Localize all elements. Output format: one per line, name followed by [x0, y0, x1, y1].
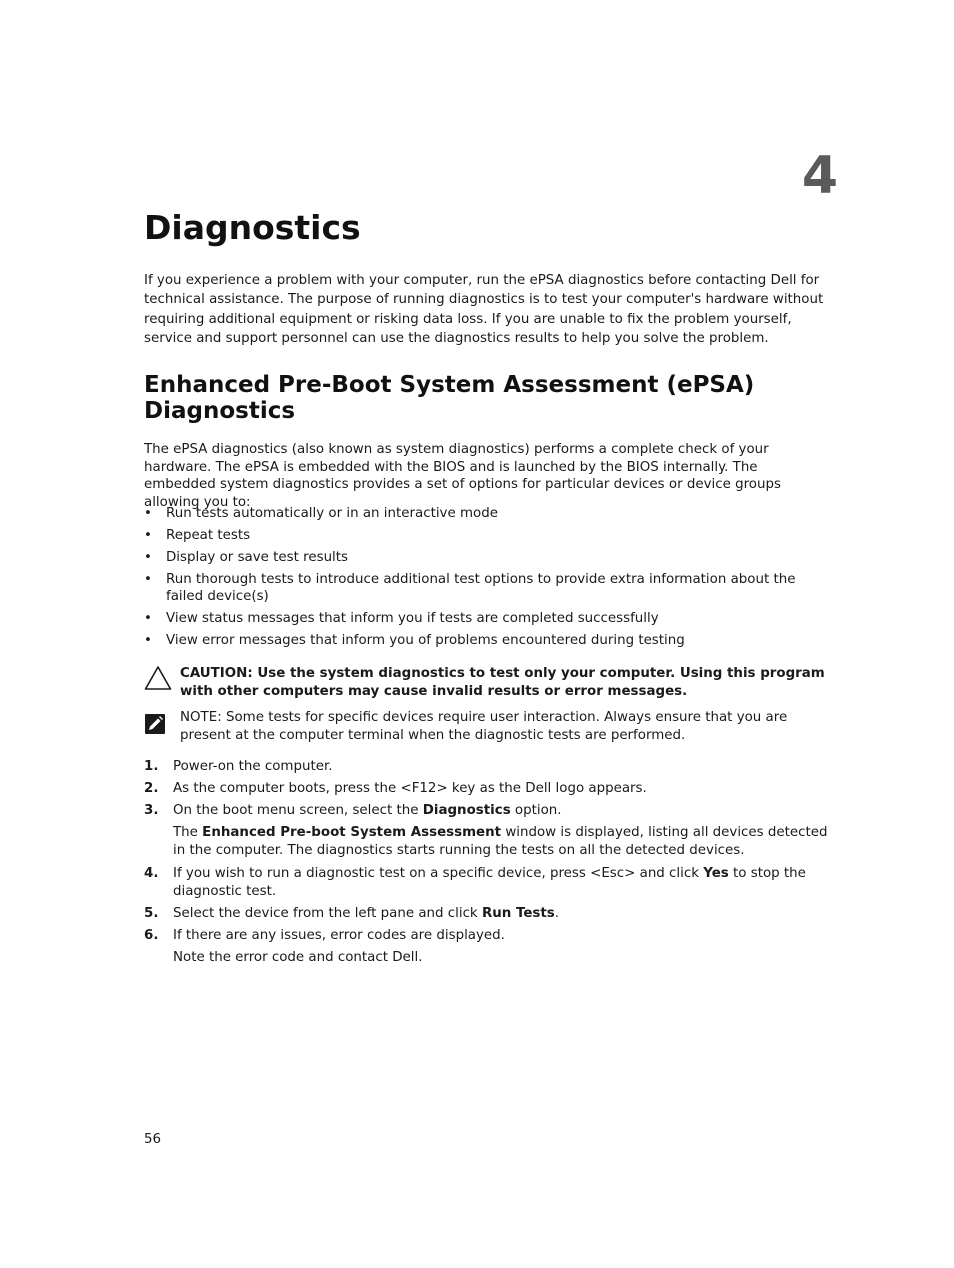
step-number: 2.: [144, 781, 159, 797]
list-item: • View status messages that inform you if tests are completed successfully: [144, 611, 832, 628]
step-emphasis: Enhanced Pre-boot System Assessment: [202, 825, 502, 841]
step-text: If there are any issues, error codes are displayed.: [173, 927, 505, 943]
list-item: [144, 927, 832, 967]
step-text-part: to stop the diagnostic test.: [173, 865, 806, 899]
note-label: NOTE:: [180, 710, 222, 725]
step-text: Power-on the computer.: [173, 759, 333, 774]
step-emphasis: Run Tests: [481, 905, 555, 921]
step-text-part: .: [554, 905, 560, 921]
step-text: [173, 803, 562, 818]
list-item: • Run thorough tests to introduce additional test options to provide extra information about the failed device(s): [144, 572, 832, 605]
step-text-part: option.: [510, 803, 562, 819]
page-title: Diagnostics: [144, 208, 361, 247]
list-item: • Repeat tests: [144, 528, 832, 545]
list-item: [144, 802, 832, 860]
step-emphasis: Yes: [703, 865, 729, 881]
note-notice: [144, 709, 832, 744]
step-text: [173, 906, 559, 921]
step-detail: Note the error code and contact Dell.: [173, 949, 423, 965]
step-number: 4.: [144, 865, 159, 881]
step-text-part: Select the device from the left pane and click: [173, 905, 482, 921]
list-item: [144, 865, 832, 901]
section-title: Enhanced Pre-Boot System Assessment (ePSA) Diagnostics: [144, 372, 755, 424]
step-text-part: window is displayed, listing all devices detected in the computer. The diagnostics starts running the tests on all the detected devices.: [173, 825, 828, 859]
step-text: [173, 866, 806, 899]
list-item: • Run tests automatically or in an interactive mode: [144, 506, 832, 523]
list-item: • View error messages that inform you of problems encountered during testing: [144, 633, 832, 650]
note-text: [180, 709, 832, 744]
list-item: [144, 905, 832, 923]
step-number: 5.: [144, 905, 159, 921]
step-number: 6.: [144, 927, 159, 943]
intro-paragraph: If you experience a problem with your computer, run the ePSA diagnostics before contacting Dell for technical assistance. The purpose of running diagnostics is to test your computer's hardware without requiring additional equipment or risking data loss. If you are unable to fix the problem yourself, service and support personnel can use the diagnostics results to help you solve the problem.: [144, 273, 824, 346]
caution-text: CAUTION: Use the system diagnostics to test only your computer. Using this program with other computers may cause invalid results or error messages.: [180, 666, 825, 699]
page-number: 56: [144, 1132, 162, 1147]
caution-notice: [144, 665, 832, 700]
step-text-part: On the boot menu screen, select the: [173, 803, 423, 819]
section-intro-paragraph: The ePSA diagnostics (also known as system diagnostics) performs a complete check of your hardware. The ePSA is embedded with the BIOS and is launched by the BIOS internally. The embedded system diagnostics provides a set of options for particular devices or device groups allowing you to:: [144, 442, 781, 510]
step-text-part: The: [173, 825, 203, 841]
list-item: • Display or save test results: [144, 550, 832, 567]
chapter-number: 4: [801, 146, 838, 206]
list-item: [144, 758, 832, 776]
feature-list: [144, 506, 832, 655]
caution-triangle-icon: [144, 665, 172, 697]
step-text-part: If you wish to run a diagnostic test on a specific device, press <Esc> and click: [173, 865, 704, 881]
list-item: [144, 780, 832, 798]
step-detail: [173, 824, 832, 860]
steps-list: [144, 758, 832, 971]
step-emphasis: Diagnostics: [422, 803, 511, 819]
pencil-note-icon: [144, 709, 166, 741]
step-text: As the computer boots, press the <F12> key as the Dell logo appears.: [173, 781, 647, 797]
note-body: Some tests for specific devices require user interaction. Always ensure that you are present at the computer terminal when the diagnostic tests are performed.: [180, 710, 788, 743]
step-number: 1.: [144, 759, 159, 774]
step-number: 3.: [144, 803, 159, 819]
